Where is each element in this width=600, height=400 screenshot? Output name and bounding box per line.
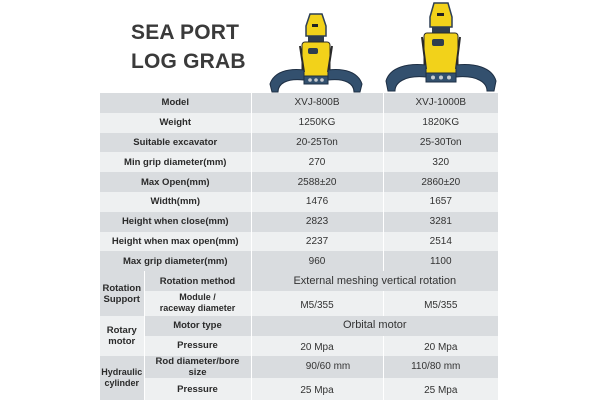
title-line-2: LOG GRAB xyxy=(131,50,246,73)
row-value-merged: Orbital motor xyxy=(251,316,498,336)
row-value-2: M5/355 xyxy=(383,291,498,316)
row-label: Max Open(mm) xyxy=(100,172,251,192)
row-label-line-2: raceway diameter xyxy=(159,303,236,314)
row-label: Min grip diameter(mm) xyxy=(100,152,251,172)
row-value-1: 270 xyxy=(251,152,383,172)
table-row xyxy=(100,133,498,153)
row-label: Height when max open(mm) xyxy=(100,232,251,252)
row-value-2: 1820KG xyxy=(383,113,498,133)
row-label-line-1: Module / xyxy=(179,292,216,303)
row-label: Rotation method xyxy=(144,271,251,291)
group-rotary-motor: Rotary motor xyxy=(100,316,144,356)
row-value-1: 2588±20 xyxy=(251,172,383,192)
row-value-1: 1476 xyxy=(251,192,383,212)
row-value-2: 20 Mpa xyxy=(383,336,498,356)
row-value-1: 2823 xyxy=(251,212,383,232)
row-label: Width(mm) xyxy=(100,192,251,212)
row-value-1: M5/355 xyxy=(251,291,383,316)
row-label: Pressure xyxy=(144,378,251,400)
row-value-2: 110/80 mm xyxy=(383,356,498,378)
table-row xyxy=(100,232,498,252)
row-value-1: 2237 xyxy=(251,232,383,252)
log-grab-xvj-1000b-image xyxy=(384,1,498,94)
row-value-1: 25 Mpa xyxy=(251,378,383,400)
table-row xyxy=(100,152,498,172)
row-label xyxy=(144,291,251,316)
table-row xyxy=(100,251,498,271)
row-label: Max grip diameter(mm) xyxy=(100,251,251,271)
row-label: Motor type xyxy=(144,316,251,336)
row-label: Rod diameter/bore size xyxy=(144,356,251,378)
table-header-row xyxy=(100,93,498,113)
row-value-1: 20-25Ton xyxy=(251,133,383,153)
table-row xyxy=(100,271,498,291)
table-row xyxy=(100,336,498,356)
row-label: Height when close(mm) xyxy=(100,212,251,232)
row-value-1: 1250KG xyxy=(251,113,383,133)
title-line-1: SEA PORT xyxy=(131,21,240,44)
row-label: Weight xyxy=(100,113,251,133)
row-label: Suitable excavator xyxy=(100,133,251,153)
header-label: Model xyxy=(100,93,251,113)
header-model-1: XVJ-800B xyxy=(251,93,383,113)
table-row xyxy=(100,316,498,336)
table-row xyxy=(100,192,498,212)
row-value-2: 3281 xyxy=(383,212,498,232)
row-value-1: 960 xyxy=(251,251,383,271)
row-value-merged: External meshing vertical rotation xyxy=(251,271,498,291)
table-row xyxy=(100,378,498,400)
row-value-2: 1657 xyxy=(383,192,498,212)
row-value-1: 90/60 mm xyxy=(251,356,383,378)
table-row xyxy=(100,212,498,232)
table-row xyxy=(100,356,498,378)
table-row xyxy=(100,172,498,192)
log-grab-xvj-800b-image xyxy=(268,12,364,94)
table-row xyxy=(100,291,498,316)
group-rotation-support: Rotation Support xyxy=(100,271,144,316)
row-value-2: 2514 xyxy=(383,232,498,252)
spec-table xyxy=(100,93,498,400)
row-value-2: 25-30Ton xyxy=(383,133,498,153)
group-hydraulic-cylinder: Hydraulic cylinder xyxy=(100,356,144,400)
row-label: Pressure xyxy=(144,336,251,356)
row-value-2: 1100 xyxy=(383,251,498,271)
table-row xyxy=(100,113,498,133)
row-value-1: 20 Mpa xyxy=(251,336,383,356)
row-value-2: 2860±20 xyxy=(383,172,498,192)
row-value-2: 320 xyxy=(383,152,498,172)
header-model-2: XVJ-1000B xyxy=(383,93,498,113)
row-value-2: 25 Mpa xyxy=(383,378,498,400)
page-title xyxy=(131,18,246,76)
